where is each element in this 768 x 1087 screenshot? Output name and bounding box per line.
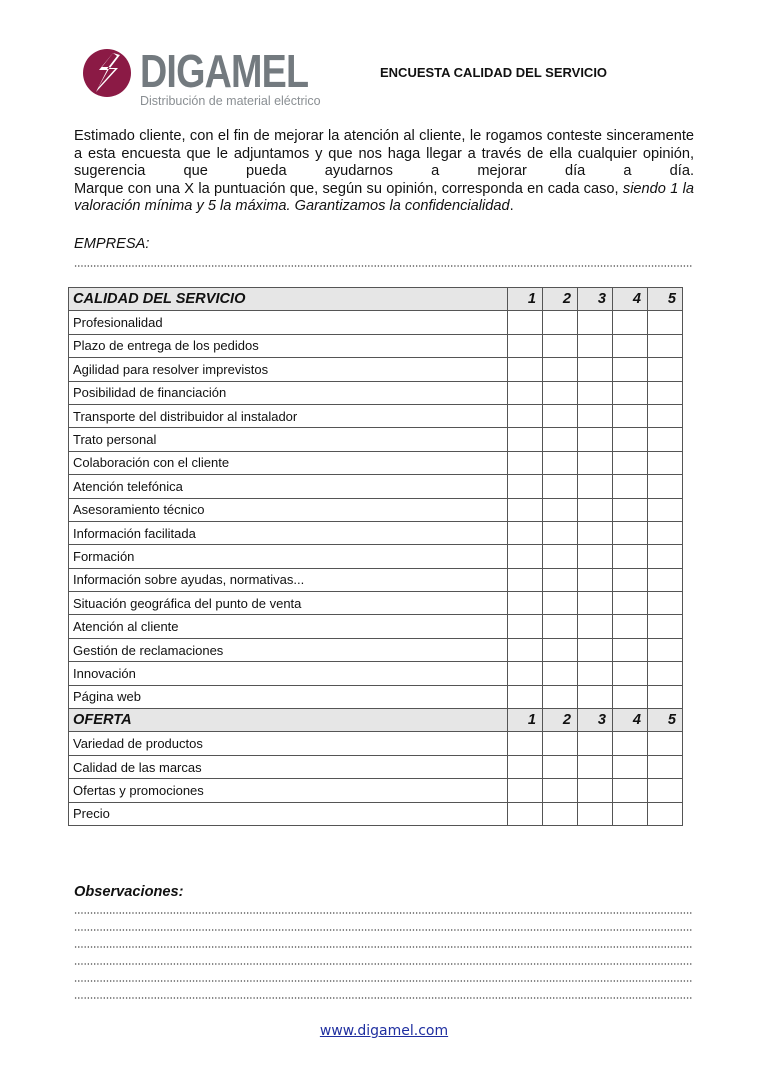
scale-header-5: 5 [648,288,683,311]
table-row [69,615,683,638]
rating-cell-5[interactable] [648,592,683,615]
intro-period: . [509,198,514,215]
rating-cell-4[interactable] [613,475,648,498]
intro-scale-note: siendo 1 la valoración mínima y 5 la máxima. Garantizamos la confidencialidad [74,180,695,215]
scale-header-5: 5 [648,709,683,732]
rating-cell-3[interactable] [578,755,613,778]
observaciones-label: Observaciones: [74,884,184,900]
table-row [69,428,683,451]
criterion-label: Agilidad para resolver imprevistos [69,358,508,381]
rating-cell-5[interactable] [648,451,683,474]
criterion-label: Asesoramiento técnico [69,498,508,521]
intro-text [74,128,694,216]
table-row [69,568,683,591]
rating-cell-1[interactable] [508,521,543,544]
document-title: ENCUESTA CALIDAD DEL SERVICIO [380,65,608,80]
criterion-label: Variedad de productos [69,732,508,755]
rating-cell-5[interactable] [648,638,683,661]
observaciones-input-line[interactable] [74,980,692,982]
criterion-label: Posibilidad de financiación [69,381,508,404]
rating-cell-3[interactable] [578,311,613,334]
criterion-label: Plazo de entrega de los pedidos [69,334,508,357]
rating-cell-1[interactable] [508,615,543,638]
intro-paragraph-2 [74,181,694,216]
rating-cell-5[interactable] [648,615,683,638]
rating-cell-4[interactable] [613,311,648,334]
rating-cell-1[interactable] [508,592,543,615]
scale-header-1: 1 [508,709,543,732]
rating-cell-3[interactable] [578,545,613,568]
rating-cell-4[interactable] [613,381,648,404]
rating-cell-3[interactable] [578,381,613,404]
rating-cell-4[interactable] [613,428,648,451]
criterion-label: Profesionalidad [69,311,508,334]
rating-cell-1[interactable] [508,381,543,404]
table-row [69,755,683,778]
rating-cell-5[interactable] [648,428,683,451]
rating-cell-4[interactable] [613,685,648,708]
rating-cell-3[interactable] [578,802,613,825]
rating-cell-2[interactable] [543,334,578,357]
rating-cell-5[interactable] [648,662,683,685]
rating-cell-4[interactable] [613,755,648,778]
rating-cell-4[interactable] [613,545,648,568]
rating-cell-5[interactable] [648,381,683,404]
rating-cell-4[interactable] [613,592,648,615]
intro-instruction: Marque con una X la puntuación que, según su opinión, corresponda en cada caso, [74,180,619,197]
table-row [69,592,683,615]
table-row [69,638,683,661]
rating-cell-4[interactable] [613,662,648,685]
rating-cell-3[interactable] [578,404,613,427]
rating-cell-1[interactable] [508,732,543,755]
rating-cell-5[interactable] [648,311,683,334]
rating-cell-1[interactable] [508,428,543,451]
criterion-label: Información sobre ayudas, normativas... [69,568,508,591]
company-logo [82,46,342,112]
rating-cell-1[interactable] [508,358,543,381]
rating-cell-1[interactable] [508,802,543,825]
rating-cell-4[interactable] [613,638,648,661]
rating-cell-4[interactable] [613,802,648,825]
criterion-label: Ofertas y promociones [69,779,508,802]
rating-cell-3[interactable] [578,428,613,451]
empresa-label: EMPRESA: [74,236,150,252]
criterion-label: Información facilitada [69,521,508,544]
table-row [69,451,683,474]
criterion-label: Trato personal [69,428,508,451]
scale-header-4: 4 [613,288,648,311]
rating-cell-3[interactable] [578,358,613,381]
logo-wordmark: DIGAMEL [140,45,309,97]
scale-header-2: 2 [543,709,578,732]
rating-cell-1[interactable] [508,638,543,661]
rating-cell-2[interactable] [543,755,578,778]
rating-cell-3[interactable] [578,685,613,708]
criterion-label: Precio [69,802,508,825]
rating-cell-2[interactable] [543,521,578,544]
rating-cell-2[interactable] [543,475,578,498]
rating-cell-2[interactable] [543,381,578,404]
rating-cell-1[interactable] [508,568,543,591]
rating-cell-1[interactable] [508,451,543,474]
criterion-label: Colaboración con el cliente [69,451,508,474]
rating-cell-2[interactable] [543,358,578,381]
criterion-label: Atención al cliente [69,615,508,638]
table-row [69,662,683,685]
rating-cell-2[interactable] [543,568,578,591]
rating-cell-4[interactable] [613,568,648,591]
rating-cell-1[interactable] [508,662,543,685]
criterion-label: Situación geográfica del punto de venta [69,592,508,615]
rating-cell-2[interactable] [543,685,578,708]
website-link[interactable]: www.digamel.com [319,1023,449,1039]
rating-cell-1[interactable] [508,404,543,427]
rating-cell-4[interactable] [613,404,648,427]
rating-cell-2[interactable] [543,311,578,334]
rating-cell-3[interactable] [578,779,613,802]
rating-cell-1[interactable] [508,334,543,357]
scale-header-3: 3 [578,288,613,311]
rating-cell-1[interactable] [508,755,543,778]
rating-cell-1[interactable] [508,685,543,708]
rating-cell-1[interactable] [508,545,543,568]
table-row [69,334,683,357]
rating-cell-2[interactable] [543,662,578,685]
table-row [69,311,683,334]
table-row [69,475,683,498]
criterion-label: Formación [69,545,508,568]
rating-cell-3[interactable] [578,592,613,615]
rating-cell-1[interactable] [508,475,543,498]
rating-cell-3[interactable] [578,662,613,685]
criterion-label: Innovación [69,662,508,685]
rating-cell-1[interactable] [508,498,543,521]
rating-cell-3[interactable] [578,498,613,521]
rating-cell-5[interactable] [648,545,683,568]
observaciones-input-line[interactable] [74,963,692,965]
rating-cell-4[interactable] [613,358,648,381]
table-row [69,545,683,568]
rating-cell-4[interactable] [613,498,648,521]
rating-cell-3[interactable] [578,451,613,474]
rating-cell-5[interactable] [648,358,683,381]
rating-cell-2[interactable] [543,404,578,427]
rating-cell-5[interactable] [648,802,683,825]
rating-cell-4[interactable] [613,521,648,544]
criterion-label: Transporte del distribuidor al instalador [69,404,508,427]
rating-cell-2[interactable] [543,638,578,661]
rating-cell-5[interactable] [648,475,683,498]
rating-cell-2[interactable] [543,498,578,521]
survey-table [68,287,683,826]
scale-header-4: 4 [613,709,648,732]
table-row [69,404,683,427]
section-header-row [69,709,683,732]
rating-cell-2[interactable] [543,428,578,451]
criterion-label: Gestión de reclamaciones [69,638,508,661]
intro-paragraph-1: Estimado cliente, con el fin de mejorar la atención al cliente, le rogamos conteste sinceramente a esta encuesta que le adjuntamos y que nos haga llegar a través de ella cualquier opinión, sugerencia que pueda ayudarnos a mejorar día a día. [74,128,694,180]
rating-cell-5[interactable] [648,334,683,357]
observaciones-input-line[interactable] [74,946,692,948]
rating-cell-3[interactable] [578,521,613,544]
scale-header-3: 3 [578,709,613,732]
rating-cell-4[interactable] [613,732,648,755]
rating-cell-4[interactable] [613,451,648,474]
observaciones-input-line[interactable] [74,912,692,914]
rating-cell-2[interactable] [543,451,578,474]
rating-cell-1[interactable] [508,311,543,334]
rating-cell-4[interactable] [613,779,648,802]
rating-cell-2[interactable] [543,802,578,825]
rating-cell-1[interactable] [508,779,543,802]
rating-cell-2[interactable] [543,592,578,615]
empresa-input-line[interactable] [74,265,692,267]
criterion-label: Página web [69,685,508,708]
rating-cell-3[interactable] [578,732,613,755]
logo-tagline: Distribución de material eléctrico [140,94,321,108]
table-row [69,498,683,521]
rating-cell-3[interactable] [578,334,613,357]
rating-cell-3[interactable] [578,615,613,638]
rating-cell-4[interactable] [613,615,648,638]
rating-cell-2[interactable] [543,732,578,755]
rating-cell-5[interactable] [648,685,683,708]
rating-cell-5[interactable] [648,755,683,778]
section-title: CALIDAD DEL SERVICIO [69,288,508,311]
criterion-label: Calidad de las marcas [69,755,508,778]
table-row [69,802,683,825]
table-row [69,381,683,404]
rating-cell-2[interactable] [543,545,578,568]
table-row [69,521,683,544]
rating-cell-3[interactable] [578,638,613,661]
table-row [69,685,683,708]
criterion-label: Atención telefónica [69,475,508,498]
lightning-bolt-circle-icon [82,48,132,98]
rating-cell-5[interactable] [648,779,683,802]
rating-cell-5[interactable] [648,568,683,591]
scale-header-2: 2 [543,288,578,311]
rating-cell-2[interactable] [543,615,578,638]
rating-cell-3[interactable] [578,475,613,498]
table-row [69,358,683,381]
table-row [69,779,683,802]
section-title: OFERTA [69,709,508,732]
table-row [69,732,683,755]
rating-cell-5[interactable] [648,498,683,521]
section-header-row [69,288,683,311]
scale-header-1: 1 [508,288,543,311]
observaciones-input-line[interactable] [74,997,692,999]
rating-cell-3[interactable] [578,568,613,591]
rating-cell-5[interactable] [648,521,683,544]
rating-cell-2[interactable] [543,779,578,802]
rating-cell-5[interactable] [648,732,683,755]
observaciones-input-line[interactable] [74,929,692,931]
rating-cell-5[interactable] [648,404,683,427]
rating-cell-4[interactable] [613,334,648,357]
